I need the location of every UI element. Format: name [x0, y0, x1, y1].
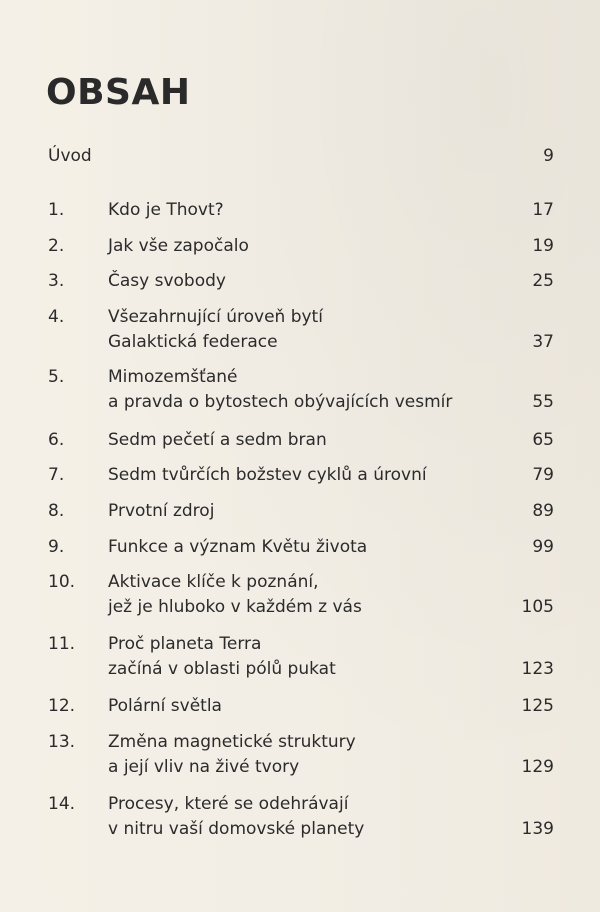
- toc-entry-title: [108, 305, 508, 355]
- toc-entry-page: 99: [532, 537, 554, 557]
- toc-entry-number: 2.: [48, 236, 65, 256]
- toc-entry-page: 19: [532, 236, 554, 256]
- toc-intro-label: Úvod: [48, 146, 92, 166]
- toc-entry-page: 123: [521, 659, 554, 679]
- toc-entry-page: 65: [532, 430, 554, 450]
- toc-entry: [48, 730, 554, 780]
- toc-entry-title-line: Galaktická federace: [108, 332, 278, 352]
- toc-entry-title: [108, 730, 508, 780]
- toc-entry-title-line: Prvotní zdroj: [108, 501, 215, 521]
- toc-entry-number: 6.: [48, 430, 65, 450]
- toc-entry-title-line: Sedm tvůrčích božstev cyklů a úrovní: [108, 465, 427, 485]
- toc-entry-page: 129: [521, 757, 554, 777]
- toc-entry-title: [108, 694, 508, 719]
- toc-entry-number: 12.: [48, 696, 76, 716]
- toc-entry: [48, 535, 554, 560]
- toc-entry-title: [108, 463, 508, 488]
- toc-entry-number: 11.: [48, 634, 76, 654]
- toc-entry: [48, 570, 554, 620]
- toc-entry-page: 89: [532, 501, 554, 521]
- toc-entry-title-line: jež je hluboko v každém z vás: [108, 597, 362, 617]
- toc-entry-page: 37: [532, 332, 554, 352]
- toc-entry-number: 9.: [48, 537, 65, 557]
- toc-entry: [48, 632, 554, 682]
- toc-entry-number: 14.: [48, 794, 76, 814]
- toc-entry-number: 7.: [48, 465, 65, 485]
- toc-entry-title: [108, 198, 508, 223]
- toc-entry: [48, 269, 554, 294]
- toc-intro-page: 9: [543, 146, 554, 166]
- toc-entry: [48, 499, 554, 524]
- toc-entry-number: 8.: [48, 501, 65, 521]
- toc-entry-title-line: Sedm pečetí a sedm bran: [108, 430, 327, 450]
- toc-entry-title: [108, 269, 508, 294]
- toc-entry-title: [108, 234, 508, 259]
- toc-entry-number: 13.: [48, 732, 76, 752]
- toc-entry-title-line: a její vliv na živé tvory: [108, 757, 300, 777]
- toc-entry-number: 4.: [48, 307, 65, 327]
- toc-entry-number: 1.: [48, 200, 65, 220]
- toc-entry-title: [108, 499, 508, 524]
- toc-entry-title: [108, 632, 508, 682]
- toc-entry-title: [108, 570, 508, 620]
- toc-entry-title-line: Časy svobody: [108, 271, 226, 291]
- toc-entry-title-line: Jak vše započalo: [108, 236, 249, 256]
- toc-entry-title: [108, 792, 508, 842]
- toc-entry-title-line: Aktivace klíče k poznání,: [108, 572, 319, 592]
- toc-entry-page: 17: [532, 200, 554, 220]
- toc-entry-title: [108, 535, 508, 560]
- toc-entry-title-line: Polární světla: [108, 696, 222, 716]
- toc-entry: [48, 198, 554, 223]
- toc-entry-title-line: Kdo je Thovt?: [108, 200, 224, 220]
- toc-entry-title-line: Změna magnetické struktury: [108, 732, 356, 752]
- toc-entry-title-line: a pravda o bytostech obývajících vesmír: [108, 392, 453, 412]
- toc-entry-title: [108, 365, 508, 415]
- toc-entry-title-line: Proč planeta Terra: [108, 634, 262, 654]
- toc-entry-number: 10.: [48, 572, 76, 592]
- toc-entry: [48, 234, 554, 259]
- toc-entry-number: 5.: [48, 367, 65, 387]
- toc-entry: [48, 365, 554, 415]
- toc-entry-title: [108, 428, 508, 453]
- toc-entry-number: 3.: [48, 271, 65, 291]
- toc-entry-page: 55: [532, 392, 554, 412]
- toc-entry-page: 139: [521, 819, 554, 839]
- toc-entry-title-line: Všezahrnující úroveň bytí: [108, 307, 323, 327]
- toc-entry-page: 125: [521, 696, 554, 716]
- toc-entry-title-line: Mimozemšťané: [108, 367, 238, 387]
- toc-entry: [48, 428, 554, 453]
- toc-entry-title-line: Procesy, které se odehrávají: [108, 794, 349, 814]
- toc-entry: [48, 463, 554, 488]
- toc-entry: [48, 305, 554, 355]
- toc-entry-page: 25: [532, 271, 554, 291]
- toc-entry: [48, 694, 554, 719]
- toc-entry: [48, 792, 554, 842]
- page-title: OBSAH: [46, 72, 191, 113]
- toc-entry-title-line: v nitru vaší domovské planety: [108, 819, 365, 839]
- toc-entry-page: 79: [532, 465, 554, 485]
- toc-entry-title-line: Funkce a význam Květu života: [108, 537, 368, 557]
- toc-entry-title-line: začíná v oblasti pólů pukat: [108, 659, 336, 679]
- toc-entry-page: 105: [521, 597, 554, 617]
